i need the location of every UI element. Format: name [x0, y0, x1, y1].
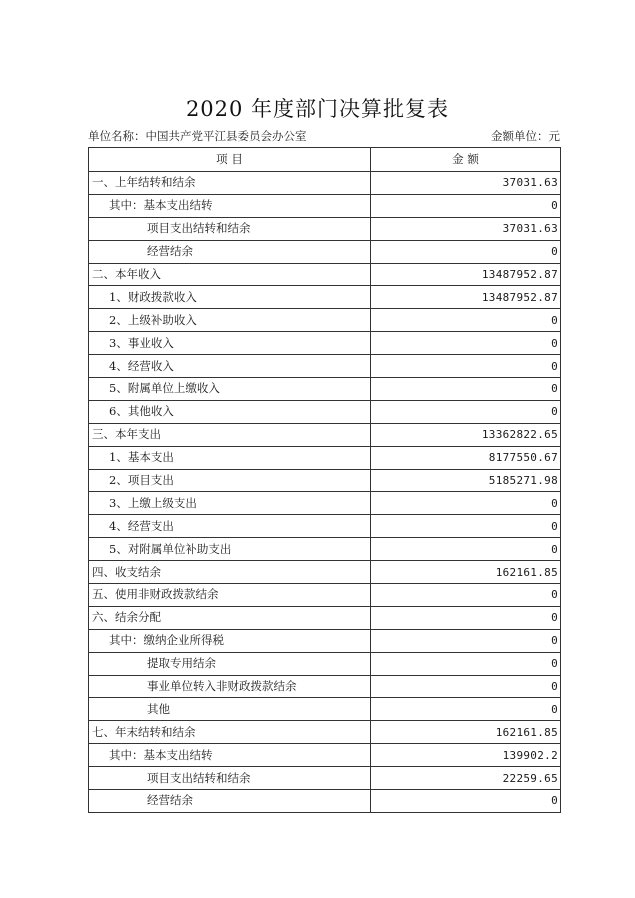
table-row — [89, 378, 561, 401]
row-amount: 13362822.65 — [371, 423, 561, 446]
row-amount: 0 — [371, 332, 561, 355]
page-title: 2020 年度部门决算批复表 — [185, 97, 450, 121]
row-amount: 13487952.87 — [371, 263, 561, 286]
row-amount: 0 — [371, 790, 561, 813]
table-row — [89, 400, 561, 423]
row-amount: 0 — [371, 309, 561, 332]
row-amount: 0 — [371, 194, 561, 217]
row-amount: 0 — [371, 355, 561, 378]
table-row — [89, 492, 561, 515]
row-label: 2、项目支出 — [89, 469, 371, 492]
row-label: 6、其他收入 — [89, 400, 371, 423]
table-row — [89, 629, 561, 652]
row-label: 4、经营支出 — [89, 515, 371, 538]
item-column-header: 项 目 — [89, 148, 371, 172]
row-amount: 0 — [371, 698, 561, 721]
row-label: 其他 — [89, 698, 371, 721]
row-label: 4、经营收入 — [89, 355, 371, 378]
final-accounts-table — [88, 147, 561, 813]
row-label: 项目支出结转和结余 — [89, 767, 371, 790]
table-row — [89, 744, 561, 767]
row-label: 一、上年结转和结余 — [89, 172, 371, 195]
row-label: 五、使用非财政拨款结余 — [89, 584, 371, 607]
table-row — [89, 538, 561, 561]
row-label: 3、上缴上级支出 — [89, 492, 371, 515]
table-row — [89, 469, 561, 492]
table-row — [89, 217, 561, 240]
row-label: 提取专用结余 — [89, 652, 371, 675]
row-label: 1、基本支出 — [89, 446, 371, 469]
table-row — [89, 767, 561, 790]
table-row — [89, 194, 561, 217]
row-amount: 8177550.67 — [371, 446, 561, 469]
row-amount: 0 — [371, 378, 561, 401]
table-row — [89, 286, 561, 309]
table-row — [89, 515, 561, 538]
row-label: 四、收支结余 — [89, 561, 371, 584]
table-row — [89, 652, 561, 675]
row-label: 其中：缴纳企业所得税 — [89, 629, 371, 652]
row-label: 二、本年收入 — [89, 263, 371, 286]
table-row — [89, 721, 561, 744]
table-row — [89, 355, 561, 378]
row-amount: 162161.85 — [371, 721, 561, 744]
row-amount: 5185271.98 — [371, 469, 561, 492]
table-row — [89, 446, 561, 469]
row-label: 七、年末结转和结余 — [89, 721, 371, 744]
row-amount: 0 — [371, 652, 561, 675]
amount-unit: 金额单位：元 — [491, 129, 560, 143]
row-amount: 0 — [371, 492, 561, 515]
table-row — [89, 561, 561, 584]
report-meta — [88, 128, 560, 144]
row-label: 1、财政拨款收入 — [89, 286, 371, 309]
row-amount: 0 — [371, 240, 561, 263]
unit-name: 单位名称：中国共产党平江县委员会办公室 — [88, 129, 307, 143]
row-label: 3、事业收入 — [89, 332, 371, 355]
table-row — [89, 606, 561, 629]
amount-column-header: 金 额 — [371, 148, 561, 172]
table-row — [89, 332, 561, 355]
table-row — [89, 309, 561, 332]
row-amount: 0 — [371, 515, 561, 538]
row-label: 5、附属单位上缴收入 — [89, 378, 371, 401]
table-row — [89, 698, 561, 721]
table-row — [89, 675, 561, 698]
row-amount: 0 — [371, 675, 561, 698]
row-label: 经营结余 — [89, 790, 371, 813]
row-label: 其中：基本支出结转 — [89, 194, 371, 217]
row-amount: 0 — [371, 629, 561, 652]
table-row — [89, 423, 561, 446]
row-label: 六、结余分配 — [89, 606, 371, 629]
table-row — [89, 263, 561, 286]
row-amount: 139902.2 — [371, 744, 561, 767]
row-amount: 13487952.87 — [371, 286, 561, 309]
table-body — [89, 172, 561, 813]
row-amount: 0 — [371, 606, 561, 629]
row-label: 5、对附属单位补助支出 — [89, 538, 371, 561]
row-label: 其中：基本支出结转 — [89, 744, 371, 767]
table-row — [89, 240, 561, 263]
row-amount: 0 — [371, 584, 561, 607]
row-label: 事业单位转入非财政拨款结余 — [89, 675, 371, 698]
row-amount: 0 — [371, 400, 561, 423]
row-amount: 37031.63 — [371, 172, 561, 195]
row-label: 项目支出结转和结余 — [89, 217, 371, 240]
row-amount: 37031.63 — [371, 217, 561, 240]
row-label: 三、本年支出 — [89, 423, 371, 446]
table-row — [89, 584, 561, 607]
row-label: 经营结余 — [89, 240, 371, 263]
row-label: 2、上级补助收入 — [89, 309, 371, 332]
row-amount: 22259.65 — [371, 767, 561, 790]
row-amount: 162161.85 — [371, 561, 561, 584]
table-row — [89, 172, 561, 195]
table-row — [89, 790, 561, 813]
row-amount: 0 — [371, 538, 561, 561]
table-header-row — [89, 148, 561, 172]
